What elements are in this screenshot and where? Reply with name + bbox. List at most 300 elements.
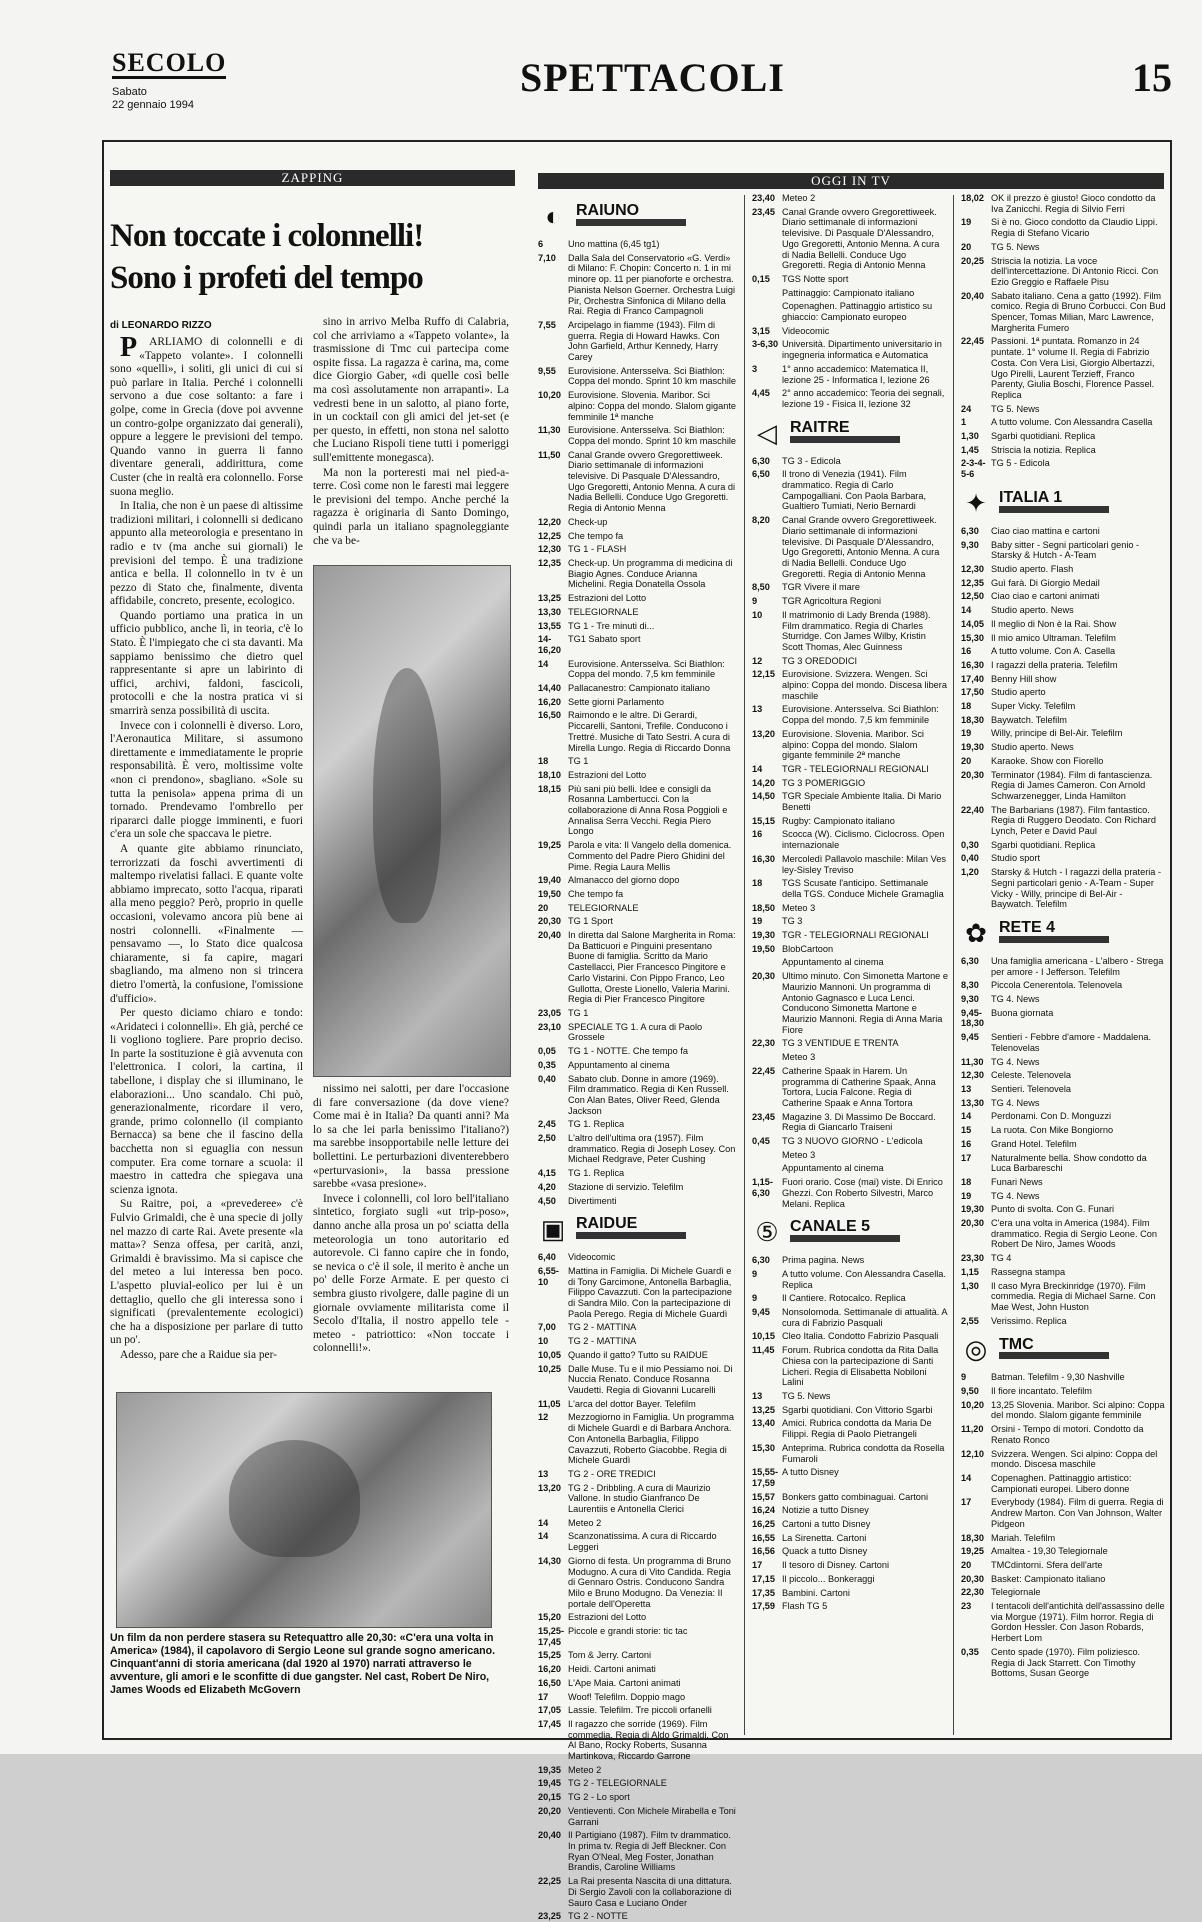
programme-title: Heidi. Cartoni animati	[568, 1664, 656, 1675]
programme-title: Eurovisione. Slovenia. Maribor. Sci alpino: Coppa del mondo. Slalom gigante femminile 2ª manche	[782, 728, 924, 761]
programme-entry	[538, 558, 738, 590]
programme-title: TG 2 - NOTTE	[568, 1911, 628, 1922]
programme-time: 15,55-17,59	[752, 1467, 779, 1488]
channel-header	[961, 916, 1166, 950]
programme-entry	[961, 1386, 1166, 1397]
tv-column-1	[538, 193, 738, 1922]
programme-title: Eurovisione. Antersselva. Sci Biathlon: Coppa del mondo. Sprint 10 km maschile	[568, 425, 737, 446]
programme-entry	[961, 404, 1166, 415]
programme-time: 6	[538, 239, 544, 249]
programme-time: 19,40	[538, 875, 561, 886]
channel-name: ITALIA 1	[999, 493, 1109, 513]
programme-entry	[961, 291, 1166, 334]
programme-time: 19,25	[961, 1546, 984, 1557]
programme-entry	[538, 1412, 738, 1466]
programme-entry	[538, 1399, 738, 1410]
programme-title: Il Cantiere. Rotocalco. Replica	[782, 1293, 906, 1304]
programme-entry	[752, 1112, 948, 1133]
programme-title: Ciao ciao mattina e cartoni	[991, 525, 1100, 536]
article-paragraph: In Italia, che non è un paese di altissime tradizioni militari, i colonnelli si dedicano appunto alla meteorologia e presentano in radio e tv (ma anche sui giornali) le previsioni del tempo. È una tradizione antica e bella. Il colonnello in tv è un pezzo di Stato che, finalmente, diventa affidabile, concreto, presente, ecologico.	[110, 500, 303, 608]
programme-time: 13,20	[752, 728, 775, 739]
programme-entry	[752, 1467, 948, 1488]
programme-time: 1	[961, 417, 967, 428]
raiuno-logo-icon: ◐	[545, 201, 561, 231]
programme-time: 18	[538, 756, 549, 767]
programme-entry	[961, 1372, 1166, 1383]
channel-name: TMC	[999, 1340, 1109, 1360]
programme-title: Appuntamento al cinema	[568, 1059, 670, 1070]
programme-time: 14	[538, 1531, 549, 1542]
oggi-in-tv-band: OGGI IN TV	[538, 173, 1164, 189]
programme-title: TGR Speciale Ambiente Italia. Di Mario Benetti	[782, 791, 942, 813]
programme-time: 6,30	[752, 1255, 770, 1266]
programme-title: L'Ape Maia. Cartoni animati	[568, 1677, 681, 1688]
programme-entry	[961, 1057, 1166, 1068]
programme-time: 14	[961, 605, 972, 616]
programme-title: I tentacoli dell'antichità dell'assassino delle via Morgue (1971). Film horror. Regia di Gordon Hessler. Con Jason Robards, Herbert Lom	[991, 1601, 1165, 1644]
programme-entry	[538, 621, 738, 632]
programme-title: Notizie a tutto Disney	[782, 1505, 869, 1516]
programme-entry	[538, 517, 738, 528]
programme-entry	[752, 288, 948, 299]
programme-time: 13,25	[538, 593, 561, 604]
programme-entry	[961, 1139, 1166, 1150]
programme-time: 19	[752, 916, 763, 927]
programme-time: 8,20	[752, 515, 770, 526]
programme-title: Il tesoro di Disney. Cartoni	[782, 1560, 890, 1571]
programme-title: TG 4. News	[991, 1097, 1040, 1108]
programme-title: Il ragazzo che sorride (1969). Film commedia. Regia di Aldo Grimaldi. Con Al Bano, Rocky Roberts, Susanna Martinkova, Riccardo Garrone	[568, 1718, 729, 1762]
issue-date	[112, 86, 194, 112]
programme-title: Sentieri - Febbre d'amore - Maddalena. Telenovelas	[991, 1032, 1152, 1053]
programme-time: 1,15-6,30	[752, 1177, 773, 1198]
programme-entry	[961, 564, 1166, 575]
programme-entry	[538, 1196, 738, 1207]
programme-entry	[752, 1546, 948, 1557]
programme-title: Canal Grande ovvero Gregorettiweek. Diario settimanale di informazioni televisive. Di Pasquale D'Alessandro, Ugo Gregoretti, Antonio Menna. A cura di Nadia Bellelli. Conduce Ugo Gregoretti. Regia di Antonio Menna	[782, 515, 940, 579]
programme-title: Mezzogiorno in Famiglia. Un programma di Michele Guardì e di Barbara Anchora. Con Antonella Barbaglia, Filippo Cavazzuti, Roberto Giacobbe. Regia di Michele Guardì	[568, 1412, 734, 1466]
photo-presenter	[313, 565, 511, 1077]
programme-title: Piccole e grandi storie: tic tac	[568, 1626, 688, 1637]
programme-title: La Sirenetta. Cartoni	[782, 1532, 867, 1543]
programme-title: Buona giornata	[991, 1007, 1054, 1018]
programme-time: 17	[538, 1691, 549, 1702]
programme-title: TG 5. News	[991, 403, 1040, 414]
programme-entry	[961, 1497, 1166, 1529]
programme-entry	[538, 1531, 738, 1552]
programme-entry	[961, 742, 1166, 753]
programme-title: Ultimo minuto. Con Simonetta Martone e Maurizio Mannoni. Un programma di Antonio Gagnasco e Luca Lenci. Conducono Simonetta Martone e Maurizio Mannoni. Regia di Anna Maria Fiore	[782, 971, 948, 1035]
programme-title: TELEGIORNALE	[568, 902, 639, 913]
channel-header	[538, 199, 738, 233]
programme-time: 19	[961, 728, 972, 739]
programme-title: TG 3 - Edicola	[782, 455, 841, 466]
programme-time: 6,30	[752, 455, 770, 466]
programme-entry	[752, 971, 948, 1035]
programme-title: Grand Hotel. Telefilm	[991, 1138, 1077, 1149]
programme-time: 23,45	[752, 206, 775, 217]
programme-time: 12	[752, 655, 763, 666]
programme-title: Cleo Italia. Condotto Fabrizio Pasquali	[782, 1331, 939, 1342]
programme-title: Fuori orario. Cose (mai) viste. Di Enrico Ghezzi. Con Roberto Silvestri, Marco Melani. Replica	[782, 1177, 943, 1209]
programme-time: 15	[961, 1125, 972, 1136]
programme-entry	[752, 1150, 948, 1161]
programme-entry	[961, 193, 1166, 214]
programme-time: 15,25-17,45	[538, 1626, 565, 1647]
programme-title: Magazine 3. Di Massimo De Boccard. Regia di Giancarlo Traiseni	[782, 1111, 936, 1133]
channel-header	[961, 486, 1166, 520]
programme-entry	[752, 1588, 948, 1599]
programme-entry	[538, 1806, 738, 1827]
programme-entry	[538, 1182, 738, 1193]
programme-time: 13	[752, 1390, 763, 1401]
programme-entry	[538, 1612, 738, 1623]
programme-time: 1,30	[961, 1280, 979, 1291]
programme-time: 1,20	[961, 867, 979, 878]
channel-name: RAIUNO	[576, 206, 686, 226]
programme-time: 1,30	[961, 431, 979, 442]
programme-title: BlobCartoon	[782, 943, 834, 954]
programme-time: 9	[752, 1293, 758, 1304]
programme-title: OK il prezzo è giusto! Gioco condotto da Iva Zanicchi. Regia di Silvio Ferri	[991, 193, 1156, 214]
programme-entry	[752, 957, 948, 968]
programme-entry	[752, 274, 948, 285]
programme-entry	[538, 840, 738, 872]
programme-entry	[752, 1574, 948, 1585]
programme-title: Il fiore incantato. Telefilm	[991, 1386, 1092, 1397]
programme-entry	[538, 1266, 738, 1320]
programme-entry	[752, 878, 948, 899]
programme-entry	[961, 674, 1166, 685]
programme-title: Videocomic	[568, 1252, 616, 1263]
programme-title: Meteo 2	[568, 1764, 602, 1775]
programme-time: 16,30	[961, 659, 984, 670]
programme-time: 9	[752, 1268, 758, 1279]
column-rule	[744, 195, 745, 1735]
programme-title: Studio aperto. News	[991, 605, 1074, 616]
programme-entry	[538, 770, 738, 781]
programme-title: Estrazioni del Lotto	[568, 593, 647, 604]
programme-time: 16,56	[752, 1546, 775, 1557]
programme-time: 7,10	[538, 252, 556, 263]
programme-time: 9,45-18,30	[961, 1007, 984, 1029]
programme-entry	[752, 1601, 948, 1612]
programme-entry	[752, 669, 948, 701]
programme-entry	[961, 633, 1166, 644]
programme-entry	[752, 1136, 948, 1147]
programme-time: 10,25	[538, 1363, 561, 1374]
programme-title: Scanzonatissima. A cura di Riccardo Leggeri	[568, 1531, 717, 1553]
programme-entry	[961, 701, 1166, 712]
programme-entry	[752, 791, 948, 812]
programme-title: Si è no. Gioco condotto da Claudio Lippi. Regia di Stefano Vicario	[991, 217, 1158, 239]
programme-title: A tutto volume. Con Alessandra Casella. Replica	[782, 1268, 946, 1290]
programme-entry	[752, 339, 948, 360]
programme-entry	[752, 469, 948, 512]
programme-time: 16,25	[752, 1519, 775, 1530]
programme-title: L'altro dell'ultima ora (1957). Film drammatico. Regia di Joseph Losey. Con Michael Redgrave, Peter Cushing	[568, 1133, 736, 1165]
programme-entry	[752, 930, 948, 941]
programme-title: Più sani più belli. Idee e consigli da Rosanna Lambertucci. Con la collaborazione di Anna Rosa Poggioli e Annalisa Serra Vecchi. Regia Piero Longo	[568, 783, 728, 837]
programme-title: Everybody (1984). Film di guerra. Regia di Andrew Marton. Con Van Johnson, Walter Pidgeon	[991, 1497, 1164, 1529]
programme-title: Starsky & Hutch - I ragazzi della prateria - Segni particolari genio - A-Team - Super Vicky - Willy, principe di Bel-Air - Baywatch. Telefilm	[991, 867, 1162, 910]
programme-entry	[752, 1269, 948, 1290]
programme-title: TG 3 POMERIGGIO	[782, 777, 866, 788]
programme-entry	[961, 1084, 1166, 1095]
programme-time: 23	[961, 1601, 972, 1612]
programme-time: 18,02	[961, 193, 984, 203]
programme-time: 13,20	[538, 1482, 561, 1493]
article-headline	[110, 215, 510, 299]
programme-time: 17	[752, 1560, 763, 1571]
programme-entry	[961, 417, 1166, 428]
programme-entry	[961, 1253, 1166, 1264]
programme-title: Il mio amico Ultraman. Telefilm	[991, 632, 1116, 643]
programme-entry	[538, 1168, 738, 1179]
programme-entry	[538, 875, 738, 886]
programme-time: 12,50	[961, 591, 984, 602]
programme-entry	[538, 531, 738, 542]
programme-time: 0,45	[752, 1136, 770, 1147]
programme-entry	[961, 1008, 1166, 1029]
programme-time: 11,45	[752, 1345, 775, 1356]
programme-title: Videocomic	[782, 325, 830, 336]
programme-entry	[538, 1792, 738, 1803]
programme-entry	[961, 1316, 1166, 1327]
programme-entry	[538, 916, 738, 927]
programme-title: Una famiglia americana - L'albero - Strega per amore - I Jefferson. Telefilm	[991, 955, 1164, 977]
programme-entry	[538, 756, 738, 767]
programme-title: Che tempo fa	[568, 530, 624, 541]
programme-title: Università. Dipartimento universitario in ingegneria informatica e Automatica	[782, 339, 942, 361]
channel-name: RAIDUE	[576, 1219, 686, 1239]
programme-entry	[752, 326, 948, 337]
programme-entry	[538, 1483, 738, 1515]
programme-title: Striscia la notizia. Replica	[991, 444, 1096, 455]
programme-time: 9,45	[752, 1307, 770, 1318]
programme-time: 11,20	[961, 1424, 984, 1435]
programme-time: 22,25	[538, 1876, 561, 1887]
programme-entry	[538, 239, 738, 250]
programme-time: 20,25	[961, 255, 984, 266]
programme-time: 6,55-10	[538, 1265, 559, 1287]
programme-entry	[961, 715, 1166, 726]
programme-time	[752, 1150, 782, 1161]
photo-caption: Un film da non perdere stasera su Retequattro alle 20,30: «C'era una volta in America» (1984), il capolavoro di Sergio Leone sul grande sogno americano. Cinquant'anni di storia americana (dal 1920 al 1970) narrati attraverso le avventure, gli amori e le sconfitte di due gangster. Nel cast, Robert De Niro, James Woods ed Elizabeth McGovern	[110, 1632, 496, 1696]
programme-title: Sgarbi quotidiani. Con Vittorio Sgarbi	[782, 1404, 933, 1415]
programme-entry	[752, 364, 948, 385]
programme-entry	[752, 456, 948, 467]
programme-time: 10	[752, 609, 763, 620]
programme-entry	[752, 582, 948, 593]
programme-entry	[752, 207, 948, 271]
programme-time: 12,30	[961, 563, 984, 574]
programme-entry	[752, 1405, 948, 1416]
programme-time: 11,05	[538, 1398, 561, 1409]
programme-entry	[752, 515, 948, 579]
programme-title: 2° anno accademico: Teoria dei segnali, lezione 19 - Fisica II, lezione 32	[782, 388, 945, 409]
programme-entry	[538, 634, 738, 655]
channel-header	[538, 1212, 738, 1246]
programme-entry	[752, 1038, 948, 1049]
programme-time: 19,50	[538, 888, 561, 899]
programme-time: 19,25	[538, 840, 561, 851]
programme-entry	[752, 816, 948, 827]
raidue-logo-icon: ▣	[540, 1214, 566, 1245]
programme-entry	[752, 729, 948, 761]
programme-entry	[752, 1293, 948, 1304]
programme-entry	[961, 956, 1166, 977]
programme-time: 20,30	[961, 1573, 984, 1584]
programme-title: Terminator (1984). Film di fantascienza. Regia di James Cameron. Con Arnold Schwarzenegger, Linda Hamilton	[991, 769, 1153, 801]
article-byline: di LEONARDO RIZZO	[110, 320, 212, 331]
programme-time: 10,20	[538, 390, 561, 401]
programme-title: A tutto volume. Con A. Casella	[991, 646, 1116, 657]
programme-entry	[961, 1204, 1166, 1215]
programme-title: TGR - TELEGIORNALI REGIONALI	[782, 763, 929, 774]
article-paragraph: nissimo nei salotti, per dare l'occasione di fare conversazione (da dove viene? Come mai è in Italia? Da quanti anni? Ma lo sa che lei parla benissimo l'italiano?) ma sarebbe insopportabile nelle letture dei bollettini. Le perturbazioni diventerebbero «perturvasioni», la bassa pressione sarebbe «vasa presione».	[313, 1083, 509, 1191]
programme-time: 13	[538, 1468, 549, 1479]
programme-time: 9	[752, 596, 758, 607]
programme-time: 17,05	[538, 1705, 561, 1716]
programme-time: 16	[961, 646, 972, 657]
programme-title: Passioni. 1ª puntata. Romanzo in 24 puntate. 1° volume II. Regia di Fabrizio Costa. Con Vera Lisi, Giorgio Albertazzi, Ugo Pirelli, Laurent Terzieff, Franco Parenty, Giulia Boschi, Florence Passel. Replica	[991, 336, 1155, 400]
programme-entry	[961, 1546, 1166, 1557]
programme-time: 19	[961, 1190, 972, 1201]
programme-title: Estrazioni del Lotto	[568, 769, 647, 780]
programme-title: Eurovisione. Antersselva. Sci Biathlon: Coppa del mondo. 7,5 km femminile	[782, 704, 939, 726]
programme-title: Rugby: Campionato italiano	[782, 815, 895, 826]
programme-title: TG 4. News	[991, 1190, 1040, 1201]
article-paragraph: Adesso, pare che a Raidue sia per-	[120, 1348, 277, 1361]
programme-time: 17,59	[752, 1601, 775, 1612]
programme-title: TELEGIORNALE	[568, 606, 639, 617]
programme-entry	[538, 1518, 738, 1529]
programme-title: Uno mattina (6,45 tg1)	[568, 239, 660, 249]
programme-entry	[538, 544, 738, 555]
programme-time: 14,50	[752, 791, 775, 802]
programme-title: Bambini. Cartoni	[782, 1587, 850, 1598]
programme-entry	[752, 301, 948, 322]
raitre-logo-icon: ◁	[757, 417, 777, 448]
programme-title: TGR Agricoltura Regioni	[782, 596, 882, 607]
programme-time: 20,30	[752, 971, 775, 982]
programme-title: TG 1 - NOTTE. Che tempo fa	[568, 1046, 688, 1057]
channel-header	[752, 1215, 948, 1249]
programme-entry	[538, 1705, 738, 1716]
programme-time: 18,10	[538, 769, 561, 780]
article-paragraph: sino in arrivo Melba Ruffo di Calabria, col che arriviamo a «Tappeto volante», la trasmissione di Tmc cui partecipa come ospite fissa. La ragazza è carina, ma, come dice Giorgio Gaber, «di quelle così belle ma così assolutamente non arrapanti». La vedresti bene in un salotto, al piano forte, in un cocktail con gli amici del jet-set (e per questo, in effetti, non stona nel salotto che Luciano Rispoli tiene tutti i pomeriggi sull'emittente monegasca).	[313, 316, 509, 464]
article-paragraph: Invece con i colonnelli è diverso. Loro, l'Aeronautica Militare, si assumono direttamente e immediatamente le proprie responsabilità. È vero, moltissime volte «non ci prendono», sbagliano. «Sole su tutta la penisola» appena prima di un tornado. Prendevamo l'ombrello per ripararci dalle piogge imminenti, e fuori c'era un sole che spaccava le pietre.	[110, 719, 303, 841]
article-paragraph: Invece i colonnelli, col loro bell'italiano sintetico, forgiato sugli «ut trip-poso», danno anche alla prosa un po' sciatta della meteorologia un tono autoritario ed autorevole. Ci fanno capire che in fondo, se nevica o c'è il sole, il merito è anche un po' delle Forze Armate. E per questo ci sembra giusto rivolgere, dalle pagine di un giornale ovviamente militarista come il Secolo d'Italia, il nostro appello tele - meteo - patriottico: «Non toccate i colonnelli!».	[313, 1192, 509, 1355]
programme-time: 20,40	[538, 1830, 561, 1841]
programme-time: 0,30	[961, 839, 979, 850]
programme-entry	[961, 591, 1166, 602]
programme-time: 13	[961, 1084, 972, 1094]
programme-entry	[752, 764, 948, 775]
programme-time: 10,15	[752, 1331, 775, 1342]
programme-entry	[961, 1400, 1166, 1421]
programme-time: 15,30	[961, 632, 984, 643]
programme-entry	[961, 805, 1166, 837]
programme-time: 20,20	[538, 1805, 561, 1816]
headline-line-1: Non toccate i colonnelli!	[110, 218, 424, 254]
masthead	[110, 50, 1180, 120]
programme-title: Prima pagina. News	[782, 1255, 865, 1266]
programme-title: TG 3 NUOVO GIORNO - L'edicola	[782, 1136, 923, 1147]
programme-title: Naturalmente bella. Show condotto da Luca Barbareschi	[991, 1152, 1147, 1174]
programme-entry	[752, 656, 948, 667]
programme-entry	[961, 605, 1166, 616]
programme-time: 18,50	[752, 902, 775, 913]
programme-title: Amici. Rubrica condotta da Maria De Filippi. Regia di Paolo Pietrangeli	[782, 1418, 932, 1440]
programme-title: In diretta dal Salone Margherita in Roma: Da Batticuori e Pinguini presentano Buone di famiglia. Scritto da Mario Castellacci, Pier Francesco Pingitore e Carlo Vistarini. Con Pippo Franco, Leo Gullotta, Oreste Lionello, Valeria Marini. Regia di Pier Francesco Pingitore	[568, 930, 736, 1005]
programme-title: Divertimenti	[568, 1195, 617, 1206]
programme-time: 15,25	[538, 1650, 561, 1661]
programme-entry	[538, 1060, 738, 1071]
programme-time: 14	[538, 658, 549, 669]
programme-entry	[961, 1191, 1166, 1202]
programme-entry	[538, 1765, 738, 1776]
programme-entry	[752, 903, 948, 914]
programme-time: 19,30	[961, 742, 984, 753]
programme-entry	[961, 578, 1166, 589]
programme-title: Cartoni a tutto Disney	[782, 1519, 871, 1530]
programme-entry	[538, 1322, 738, 1333]
programme-title: L'arca del dottor Bayer. Telefilm	[568, 1398, 696, 1409]
programme-title: Copenaghen. Pattinaggio artistico: Campionati europei. Libero donne	[991, 1472, 1132, 1494]
programme-time: 14,05	[961, 618, 984, 629]
programme-entry	[538, 1664, 738, 1675]
programme-time: 12	[538, 1412, 549, 1423]
programme-time: 3	[752, 363, 758, 374]
photo-film-still	[116, 1392, 492, 1628]
programme-title: Stazione di servizio. Telefilm	[568, 1181, 684, 1192]
tv-column-2	[752, 193, 948, 1738]
programme-title: SPECIALE TG 1. A cura di Paolo Grossele	[568, 1021, 703, 1043]
programme-time: 17,15	[752, 1573, 775, 1584]
programme-entry	[961, 1267, 1166, 1278]
channel-name: RETE 4	[999, 923, 1109, 943]
programme-time: 16,20	[538, 1664, 561, 1675]
programme-time: 4,45	[752, 388, 770, 399]
programme-entry	[961, 217, 1166, 238]
programme-entry	[961, 1111, 1166, 1122]
programme-time: 4,20	[538, 1181, 556, 1192]
programme-title: Striscia la notizia. La voce dell'intercettazione. Di Antonio Ricci. Con Ezio Greggio e Raffaele Pisu	[991, 255, 1159, 287]
programme-entry	[752, 704, 948, 725]
programme-title: Karaoke. Show con Fiorello	[991, 755, 1104, 766]
programme-entry	[538, 593, 738, 604]
programme-time: 6,30	[961, 525, 979, 536]
programme-time: 17,45	[538, 1718, 561, 1729]
programme-time: 14,40	[538, 683, 561, 694]
programme-entry	[538, 1469, 738, 1480]
programme-time: 20,30	[961, 769, 984, 780]
programme-time: 9,55	[538, 365, 556, 376]
programme-time	[752, 288, 782, 299]
programme-entry	[961, 840, 1166, 851]
programme-title: Eurovisione. Svizzera. Wengen. Sci alpino: Coppa del mondo. Discesa libera maschile	[782, 669, 947, 701]
programme-time: 2,50	[538, 1133, 556, 1144]
programme-entry	[961, 431, 1166, 442]
programme-time: 20,40	[538, 930, 561, 941]
programme-time: 12,35	[538, 557, 561, 568]
programme-time: 23,40	[752, 193, 775, 203]
programme-title: Il piccolo... Bonkeraggi	[782, 1573, 875, 1584]
programme-time: 7,55	[538, 319, 556, 330]
programme-time: 16	[752, 829, 763, 840]
